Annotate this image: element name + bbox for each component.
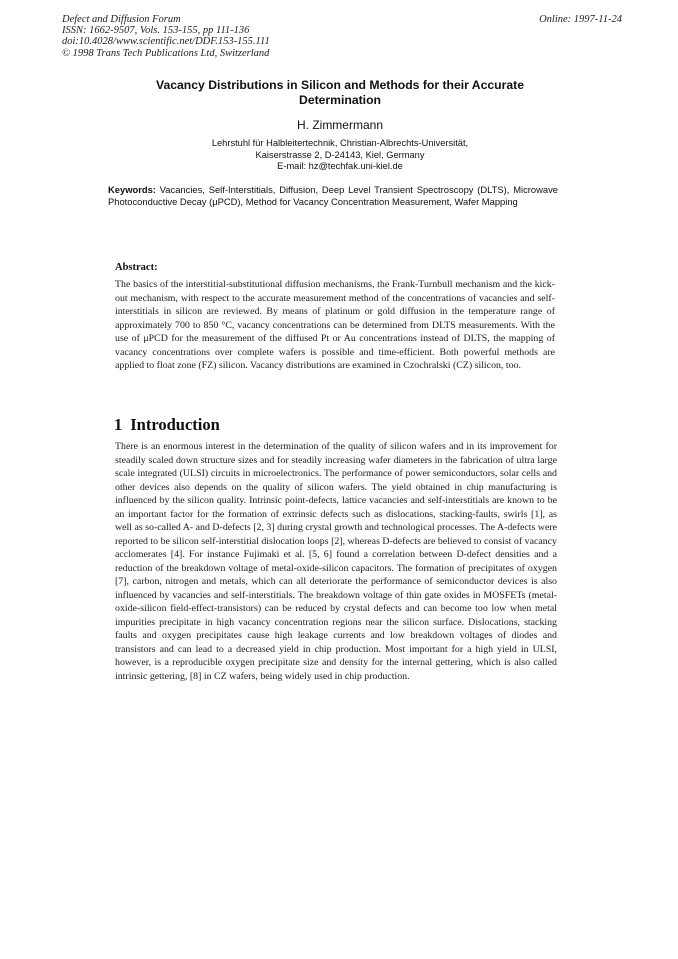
keywords-text: Vacancies, Self-Interstitials, Diffusion, Deep Level Transient Spectroscopy (DLTS), Microwave Photoconductive Decay (μPCD), Method for Vacancy Concentration Measurement, Wafer Mapping [108,184,559,207]
journal-name: Defect and Diffusion Forum [62,14,181,25]
paper-title: Vacancy Distributions in Silicon and Methods for their Accurate Determination [156,78,524,107]
abstract-text: The basics of the interstitial-substitutional diffusion mechanisms, the Frank-Turnbull mechanism and the kick-out mechanism, with respect to the accurate measurement method of the concentrations of vacancies and self-interstitials in silicon are reviewed. By means of platinum or gold diffusion in the temperature range of approximately 700 to 850 °C, vacancy concentrations can be determined from DLTS measurements. With the use of μPCD for the measurement of the diffused Pt or Au concentrations instead of DLTS, the mapping of vacancy concentrations over complete wafers is possible and time-efficient. Both powerful methods are applied to float zone (FZ) silicon. Vacancy distributions are examined in Czochralski (CZ) silicon, too. [115,279,555,371]
affiliation-line: Lehrstuhl für Halbleitertechnik, Christian-Albrechts-Universität, [211,138,469,148]
affiliation-block [150,138,530,173]
online-date: Online: 1997-11-24 [539,14,622,25]
journal-header [62,14,270,59]
introduction-text: There is an enormous interest in the determination of the quality of silicon wafers and in its improvement for steadily scaled down structure sizes and for steadily increasing wafer diameters in the fabrication of ultra large scale integrated (ULSI) circuits in microelectronics. The performance of power semiconductors, solar cells and other devices also depends on the quality of silicon wafers. The yield obtained in chip manufacturing is influenced by the silicon quality. Intrinsic point-defects, lattice vacancies and self-interstitials are known to be an important factor for the formation of extrinsic defects such as dislocations, stacking-faults, swirls [1], as well as so-called A- and D-defects [2, 3] during crystal growth and technological processes. The A-defects were reported to be silicon self-interstitial dislocation loops [2], whereas D-defects are believed to consist of vacancy acclomerates [4]. For instance Fujimaki et al. [5, 6] found a correlation between D-defect densities and a reduction of the breakdown voltage of metal-oxide-silicon capacitors. The formation of precipitates of oxygen [7], carbon, nitrogen and metals, which can all deteriorate the performance of semiconductor devices is also influenced by vacancies and self-interstitials. The breakdown voltage of thin gate oxides in MOSFETs (metal-oxide-silicon field-effect-transistors) can be reduced by crystal defects and can become too low when metal impurities precipitate in high vacancy concentration regions near the silicon surface. Dislocations, stacking faults and oxygen precipitates cause high leakage currents and low breakdown voltages of diodes and transistors and can lead to a decreased yield in chip production. Most important for a high yield in ULSI, however, is a reproducible oxygen precipitate size and density for the internal gettering, which is also called intrinsic gettering, [8] in CZ wafers, being widely used in chip production. [115,441,557,682]
section-number: 1 [114,415,123,434]
abstract-heading: Abstract: [115,262,158,273]
section-heading [114,415,220,435]
email-line[interactable]: E-mail: hz@techfak.uni-kiel.de [277,161,403,172]
issn-line: ISSN: 1662-9507, Vols. 153-155, pp 111-136 [62,25,250,37]
copyright-line: © 1998 Trans Tech Publications Ltd, Switzerland [62,47,270,59]
keywords-block [108,184,558,208]
keywords-label: Keywords: [108,184,156,195]
author-name: H. Zimmermann [296,118,383,132]
section-title: Introduction [130,415,220,434]
doi-line[interactable]: doi:10.4028/www.scientific.net/DDF.153-155.111 [62,36,270,48]
affiliation-line: Kaiserstrasse 2, D-24143, Kiel, Germany [255,149,425,160]
